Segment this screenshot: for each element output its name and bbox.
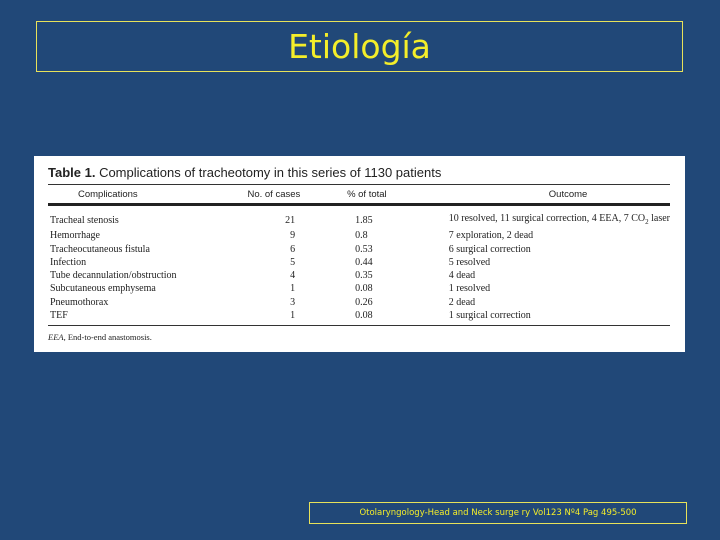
cell-complication: Pneumothorax — [50, 296, 109, 308]
table-header-row — [48, 185, 670, 205]
cell-complication: Tube decannulation/obstruction — [50, 270, 177, 282]
cell-complication: Infection — [50, 256, 87, 268]
cell-outcome: 6 surgical correction — [448, 243, 531, 255]
cell-outcome: 1 resolved — [448, 283, 491, 295]
cell-outcome: 7 exploration, 2 dead — [448, 230, 534, 242]
table-row — [48, 205, 670, 230]
cell-cases: 1 — [235, 309, 313, 326]
table-row — [48, 256, 670, 269]
cell-outcome — [409, 205, 670, 230]
header-cases: No. of cases — [235, 185, 313, 205]
source-citation: Otolaryngology-Head and Neck surge ry Vol123 Nº4 Pag 495-500 — [359, 508, 637, 518]
cell-cases: 1 — [290, 283, 296, 295]
footnote-abbr: EEA — [48, 332, 64, 343]
cell-cases: 21 — [285, 215, 296, 226]
table-row — [48, 269, 670, 282]
header-complications: Complications — [48, 185, 235, 205]
cell-cases: 4 — [290, 270, 296, 282]
cell-cases: 6 — [290, 243, 296, 255]
cell-pct: 0.44 — [355, 256, 373, 268]
slide-title: Etiología — [288, 27, 431, 66]
cell-complication: Tracheocutaneous fistula — [50, 243, 150, 255]
table-footnote — [48, 332, 671, 342]
table-caption-text: Complications of tracheotomy in this series of 1130 patients — [95, 165, 442, 180]
cell-pct: 0.8 — [355, 230, 368, 242]
cell-outcome: 1 surgical correction — [409, 309, 670, 326]
cell-pct: 0.35 — [355, 270, 373, 282]
cell-pct: 0.08 — [355, 283, 373, 295]
outcome-subscript: 2 — [645, 218, 649, 226]
cell-cases: 3 — [290, 296, 296, 308]
header-outcome: Outcome — [409, 185, 670, 205]
cell-pct: 1.85 — [355, 215, 373, 226]
cell-complication: Hemorrhage — [50, 230, 100, 242]
source-citation-box — [309, 502, 687, 524]
table-caption — [48, 164, 671, 184]
cell-outcome: 2 dead — [448, 296, 476, 308]
slide-title-box — [36, 21, 683, 72]
table-row — [48, 282, 670, 295]
header-pct: % of total — [313, 185, 409, 205]
cell-complication: Tracheal stenosis — [50, 215, 119, 226]
table-row — [48, 243, 670, 256]
cell-pct: 0.08 — [313, 309, 409, 326]
table-row — [48, 229, 670, 242]
cell-cases: 9 — [290, 230, 296, 242]
table-row — [48, 296, 670, 309]
complications-table — [48, 184, 670, 326]
outcome-tail: laser — [648, 213, 670, 224]
cell-complication: Subcutaneous emphysema — [50, 283, 156, 295]
cell-cases: 5 — [290, 256, 296, 268]
cell-outcome: 4 dead — [448, 270, 476, 282]
table-row — [48, 309, 670, 326]
cell-complication: TEF — [48, 309, 235, 326]
cell-pct: 0.53 — [355, 243, 373, 255]
cell-pct: 0.26 — [355, 296, 373, 308]
cell-outcome: 5 resolved — [448, 256, 491, 268]
footnote-text: , End-to-end anastomosis. — [63, 332, 152, 343]
table-image-panel — [34, 156, 685, 352]
table-caption-label: Table 1. — [48, 165, 96, 180]
outcome-text: 10 resolved, 11 surgical correction, 4 EEA, 7 CO — [448, 213, 646, 224]
